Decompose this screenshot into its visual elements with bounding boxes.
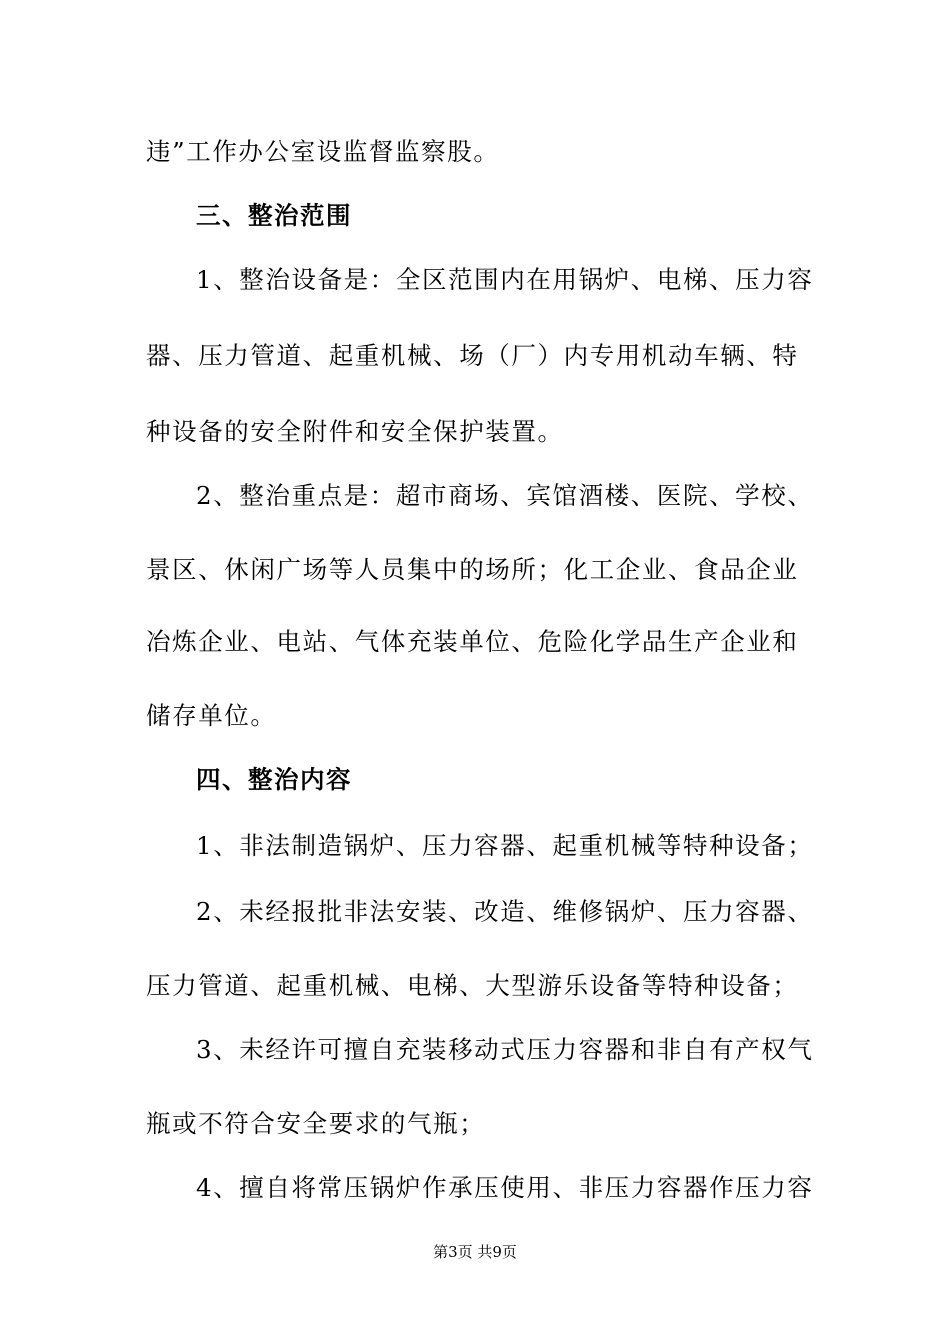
content-item-3-line-1: 3、未经许可擅自充装移动式压力容器和非自有产权气 — [196, 1035, 814, 1064]
content-item-2-line-2: 压力管道、起重机械、电梯、大型游乐设备等特种设备； — [146, 971, 799, 1000]
content-item-4-line-1: 4、擅自将常压锅炉作承压使用、非压力容器作压力容 — [196, 1173, 814, 1202]
paragraph-continuation-line: 违”工作办公室设监督监察股。 — [146, 137, 500, 166]
scope-item-2-line-3: 冶炼企业、电站、气体充装单位、危险化学品生产企业和 — [146, 627, 799, 656]
section-heading-scope: 三、整治范围 — [196, 201, 352, 230]
scope-item-1-line-1: 1、整治设备是：全区范围内在用锅炉、电梯、压力容 — [196, 265, 814, 294]
page-footer: 第3页 共9页 — [433, 1243, 517, 1261]
scope-item-2-line-4: 储存单位。 — [146, 701, 277, 730]
content-item-3-line-2: 瓶或不符合安全要求的气瓶； — [146, 1109, 486, 1138]
scope-item-2-line-2: 景区、休闲广场等人员集中的场所；化工企业、食品企业 — [146, 555, 799, 584]
scope-item-2-line-1: 2、整治重点是：超市商场、宾馆酒楼、医院、学校、 — [196, 481, 814, 510]
content-item-1: 1、非法制造锅炉、压力容器、起重机械等特种设备； — [196, 831, 814, 860]
section-heading-content: 四、整治内容 — [196, 765, 352, 794]
scope-item-1-line-3: 种设备的安全附件和安全保护装置。 — [146, 417, 564, 446]
scope-item-1-line-2: 器、压力管道、起重机械、场（厂）内专用机动车辆、特 — [146, 341, 799, 370]
content-item-2-line-1: 2、未经报批非法安装、改造、维修锅炉、压力容器、 — [196, 897, 814, 926]
